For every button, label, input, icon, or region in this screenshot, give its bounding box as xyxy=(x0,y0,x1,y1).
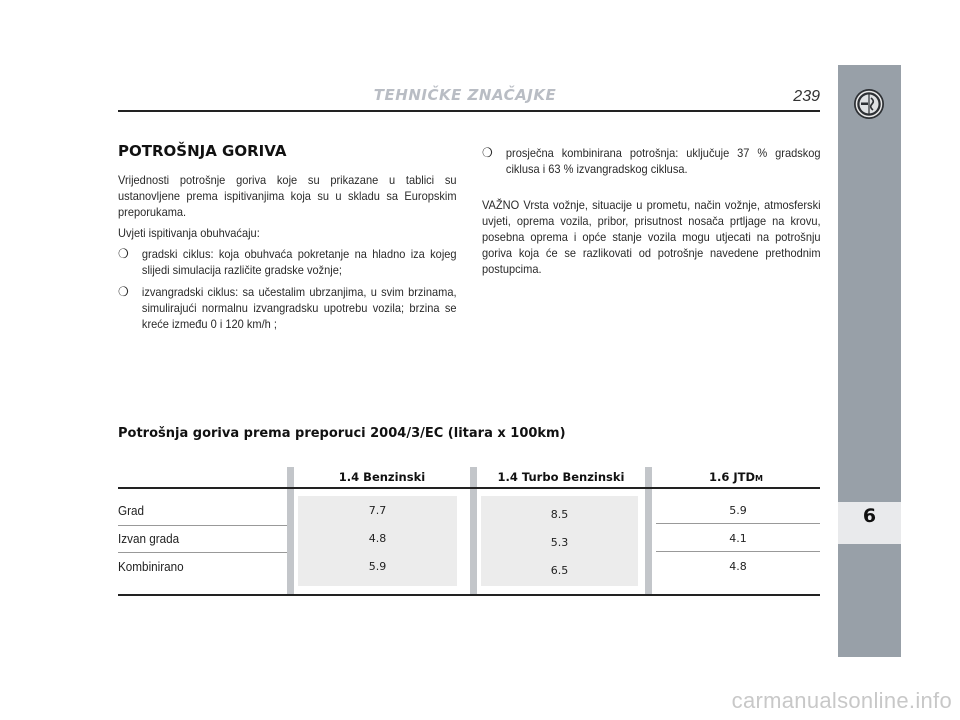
column-header: 1.4 Benzinski xyxy=(338,470,426,484)
table-cell: 4.8 xyxy=(368,532,387,545)
row-divider xyxy=(656,523,820,524)
chapter-side-tab xyxy=(838,65,901,657)
bullet-text: gradski ciklus: koja obuhvaća pokretanje na hladno iza kojeg slijedi simulacija različite gradske vožnje; xyxy=(141,247,457,277)
section-title: POTROŠNJA GORIVA xyxy=(118,142,287,160)
circle-bullet-icon: ❍ xyxy=(482,145,493,160)
table-cell: 5.3 xyxy=(550,536,569,549)
page-number: 239 xyxy=(793,88,820,105)
list-item xyxy=(482,145,821,177)
value-panel xyxy=(481,496,638,586)
left-text-column xyxy=(118,172,457,338)
important-note: VAŽNO Vrsta vožnje, situacije u prometu, način vožnje, atmosferski uvjeti, oprema vozila, pribor, prisutnost nosača prtljage na krovu, posebna oprema i opće stanje vozila mogu utjecati na potrošnju goriva koja će se razlikovati od potrošnje navedene prethodnim postupcima. xyxy=(482,198,821,276)
row-divider xyxy=(118,525,287,526)
row-label: Izvan grada xyxy=(118,531,180,546)
column-header xyxy=(652,470,820,484)
row-label: Kombinirano xyxy=(118,559,184,574)
table-cell: 7.7 xyxy=(368,504,387,517)
row-label: Grad xyxy=(118,503,145,518)
table-top-rule xyxy=(118,487,820,489)
value-panel xyxy=(298,496,457,586)
intro-paragraph: Vrijednosti potrošnje goriva koje su prikazane u tablici su ustanovljene prema ispitivanjima koja su u skladu sa Europskim preporukama. xyxy=(118,173,457,219)
column-header-label: 1.6 JTD xyxy=(708,470,756,484)
table-cell: 4.1 xyxy=(729,532,747,545)
table-cell: 5.9 xyxy=(729,504,747,517)
row-divider xyxy=(656,551,820,552)
table-cell: 5.9 xyxy=(368,560,387,573)
table-bottom-rule xyxy=(118,594,820,596)
chapter-number: 6 xyxy=(862,505,877,527)
value-panel xyxy=(656,496,820,586)
bullet-text: izvangradski ciklus: sa učestalim ubrzanjima, u svim brzinama, simulirajući normalnu izvangradsku upotrebu vozila; brzina se kreće između 0 i 120 km/h ; xyxy=(141,285,457,331)
page-header-title: TEHNIČKE ZNAČAJKE xyxy=(373,86,557,104)
list-item xyxy=(118,246,457,278)
table-cell: 6.5 xyxy=(550,564,569,577)
circle-bullet-icon: ❍ xyxy=(118,246,129,261)
watermark: carmanualsonline.info xyxy=(731,688,952,713)
row-divider xyxy=(118,552,287,553)
list-item xyxy=(118,284,457,332)
column-header-suffix: M xyxy=(755,474,763,483)
header-divider xyxy=(118,110,820,112)
table-title: Potrošnja goriva prema preporuci 2004/3/EC (litara x 100km) xyxy=(118,426,566,441)
circle-bullet-icon: ❍ xyxy=(118,284,129,299)
right-text-column xyxy=(482,145,821,282)
bullet-text: prosječna kombinirana potrošnja: uključuje 37 % gradskog ciklusa i 63 % izvangradskog ciklusa. xyxy=(505,146,821,176)
table-cell: 8.5 xyxy=(550,508,569,521)
table-cell: 4.8 xyxy=(729,560,747,573)
conditions-label: Uvjeti ispitivanja obuhvaćaju: xyxy=(118,226,260,240)
column-header: 1.4 Turbo Benzinski xyxy=(497,470,625,484)
alfa-romeo-logo-icon xyxy=(853,88,885,120)
